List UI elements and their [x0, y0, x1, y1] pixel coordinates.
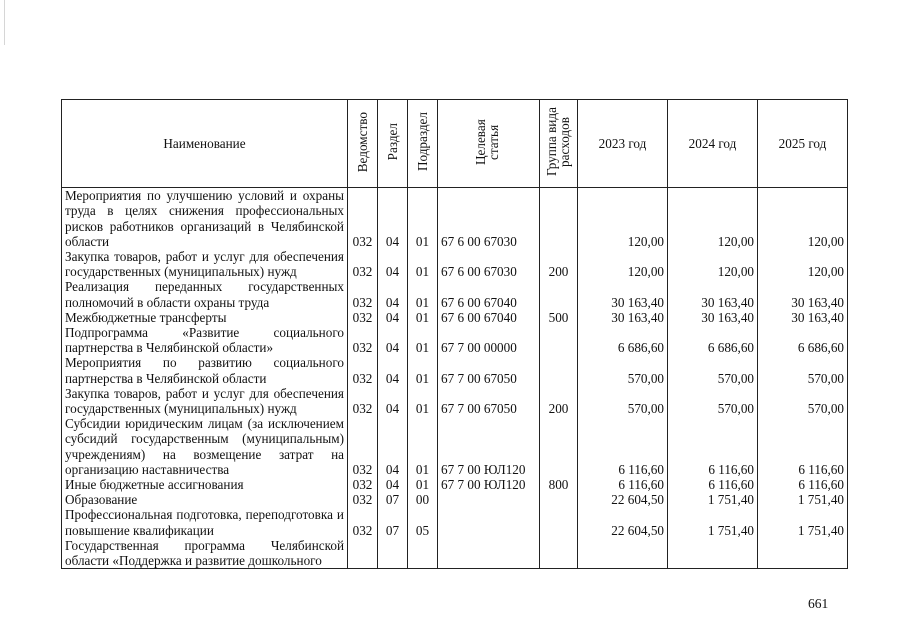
cell-name: Реализация переданных государственных полномочий в области охраны труда	[62, 279, 348, 309]
cell-name: Субсидии юридическим лицам (за исключением субсидий государственным (муниципальным) учреждениям) на возмещение затрат на организацию наставничества	[62, 416, 348, 477]
cell-dept: 032	[348, 249, 378, 279]
cell-sec: 04	[378, 477, 408, 492]
cell-sub: 01	[408, 386, 438, 416]
cell-name: Подпрограмма «Развитие социального партнерства в Челябинской области»	[62, 325, 348, 355]
table-row	[62, 310, 848, 325]
cell-y2025: 570,00	[758, 355, 848, 385]
cell-y2024: 120,00	[668, 188, 758, 249]
cell-y2024: 1 751,40	[668, 507, 758, 537]
cell-y2025: 1 751,40	[758, 507, 848, 537]
table-row	[62, 355, 848, 385]
cell-dept: 032	[348, 279, 378, 309]
cell-group	[540, 325, 578, 355]
header-target: Целевая статья	[438, 100, 540, 188]
cell-sec: 04	[378, 355, 408, 385]
cell-y2025: 6 116,60	[758, 477, 848, 492]
cell-dept: 032	[348, 325, 378, 355]
cell-target: 67 6 00 67030	[438, 188, 540, 249]
header-name: Наименование	[62, 100, 348, 188]
cell-dept: 032	[348, 355, 378, 385]
cell-y2025: 6 686,60	[758, 325, 848, 355]
cell-name: Мероприятия по развитию социального партнерства в Челябинской области	[62, 355, 348, 385]
cell-y2025: 6 116,60	[758, 416, 848, 477]
header-2025: 2025 год	[758, 100, 848, 188]
cell-group	[540, 355, 578, 385]
table-row	[62, 249, 848, 279]
cell-sub: 01	[408, 249, 438, 279]
cell-dept: 032	[348, 492, 378, 507]
cell-group: 200	[540, 249, 578, 279]
cell-y2024	[668, 538, 758, 569]
budget-table	[61, 99, 848, 569]
cell-y2025: 30 163,40	[758, 279, 848, 309]
cell-sub: 01	[408, 325, 438, 355]
cell-name: Межбюджетные трансферты	[62, 310, 348, 325]
cell-y2023: 570,00	[578, 355, 668, 385]
table-row	[62, 325, 848, 355]
cell-sec: 04	[378, 249, 408, 279]
cell-group	[540, 507, 578, 537]
cell-dept: 032	[348, 477, 378, 492]
cell-target	[438, 538, 540, 569]
cell-y2025	[758, 538, 848, 569]
table-row	[62, 416, 848, 477]
cell-sec: 07	[378, 507, 408, 537]
cell-y2023	[578, 538, 668, 569]
cell-group	[540, 416, 578, 477]
cell-y2023: 6 686,60	[578, 325, 668, 355]
table-row	[62, 188, 848, 249]
cell-target: 67 7 00 00000	[438, 325, 540, 355]
cell-sub: 01	[408, 477, 438, 492]
table-row	[62, 477, 848, 492]
cell-sub: 01	[408, 279, 438, 309]
cell-y2024: 120,00	[668, 249, 758, 279]
cell-sub	[408, 538, 438, 569]
cell-target: 67 7 00 67050	[438, 386, 540, 416]
cell-target: 67 7 00 ЮЛ120	[438, 477, 540, 492]
header-group: Группа вида расходов	[540, 100, 578, 188]
cell-dept: 032	[348, 507, 378, 537]
scan-edge-mark	[4, 0, 5, 45]
cell-target: 67 6 00 67040	[438, 279, 540, 309]
table-header-row	[62, 100, 848, 188]
cell-y2025: 1 751,40	[758, 492, 848, 507]
cell-y2023: 6 116,60	[578, 416, 668, 477]
cell-sec: 04	[378, 416, 408, 477]
cell-y2024: 30 163,40	[668, 310, 758, 325]
cell-sec: 04	[378, 188, 408, 249]
header-2023: 2023 год	[578, 100, 668, 188]
header-dept: Ведомство	[348, 100, 378, 188]
cell-group: 200	[540, 386, 578, 416]
cell-dept: 032	[348, 386, 378, 416]
cell-sub: 01	[408, 310, 438, 325]
cell-y2024: 6 686,60	[668, 325, 758, 355]
table-row	[62, 538, 848, 569]
cell-y2025: 120,00	[758, 188, 848, 249]
cell-sec: 04	[378, 386, 408, 416]
cell-sub: 00	[408, 492, 438, 507]
cell-y2023: 30 163,40	[578, 279, 668, 309]
cell-name: Государственная программа Челябинской области «Поддержка и развитие дошкольного	[62, 538, 348, 569]
cell-y2025: 120,00	[758, 249, 848, 279]
cell-sec: 07	[378, 492, 408, 507]
cell-dept: 032	[348, 310, 378, 325]
header-section: Раздел	[378, 100, 408, 188]
header-subsection: Подраздел	[408, 100, 438, 188]
cell-y2023: 22 604,50	[578, 492, 668, 507]
cell-sec: 04	[378, 279, 408, 309]
cell-target	[438, 492, 540, 507]
cell-target: 67 6 00 67040	[438, 310, 540, 325]
cell-name: Иные бюджетные ассигнования	[62, 477, 348, 492]
cell-name: Образование	[62, 492, 348, 507]
cell-y2023: 570,00	[578, 386, 668, 416]
cell-y2025: 30 163,40	[758, 310, 848, 325]
cell-target: 67 6 00 67030	[438, 249, 540, 279]
cell-sec: 04	[378, 325, 408, 355]
cell-sub: 05	[408, 507, 438, 537]
cell-name: Мероприятия по улучшению условий и охраны труда в целях снижения профессиональных рисков работников организаций в Челябинской области	[62, 188, 348, 249]
cell-group	[540, 492, 578, 507]
cell-y2024: 6 116,60	[668, 416, 758, 477]
cell-group	[540, 188, 578, 249]
cell-y2023: 120,00	[578, 188, 668, 249]
cell-sub: 01	[408, 416, 438, 477]
cell-y2023: 30 163,40	[578, 310, 668, 325]
cell-sub: 01	[408, 188, 438, 249]
table-row	[62, 386, 848, 416]
cell-y2025: 570,00	[758, 386, 848, 416]
cell-y2023: 6 116,60	[578, 477, 668, 492]
cell-dept	[348, 538, 378, 569]
table-row	[62, 492, 848, 507]
cell-name: Закупка товаров, работ и услуг для обеспечения государственных (муниципальных) нужд	[62, 249, 348, 279]
table-row	[62, 507, 848, 537]
cell-y2024: 570,00	[668, 386, 758, 416]
table-row	[62, 279, 848, 309]
cell-sub: 01	[408, 355, 438, 385]
cell-group	[540, 538, 578, 569]
page-number: 661	[808, 596, 829, 611]
cell-target: 67 7 00 67050	[438, 355, 540, 385]
cell-sec: 04	[378, 310, 408, 325]
cell-target	[438, 507, 540, 537]
cell-y2024: 1 751,40	[668, 492, 758, 507]
cell-dept: 032	[348, 188, 378, 249]
cell-y2023: 120,00	[578, 249, 668, 279]
cell-y2023: 22 604,50	[578, 507, 668, 537]
header-2024: 2024 год	[668, 100, 758, 188]
table-body	[62, 188, 848, 569]
cell-group: 800	[540, 477, 578, 492]
cell-name: Профессиональная подготовка, переподготовка и повышение квалификации	[62, 507, 348, 537]
cell-y2024: 570,00	[668, 355, 758, 385]
cell-sec	[378, 538, 408, 569]
cell-group: 500	[540, 310, 578, 325]
cell-target: 67 7 00 ЮЛ120	[438, 416, 540, 477]
cell-dept: 032	[348, 416, 378, 477]
cell-y2024: 6 116,60	[668, 477, 758, 492]
cell-y2024: 30 163,40	[668, 279, 758, 309]
cell-group	[540, 279, 578, 309]
cell-name: Закупка товаров, работ и услуг для обеспечения государственных (муниципальных) нужд	[62, 386, 348, 416]
